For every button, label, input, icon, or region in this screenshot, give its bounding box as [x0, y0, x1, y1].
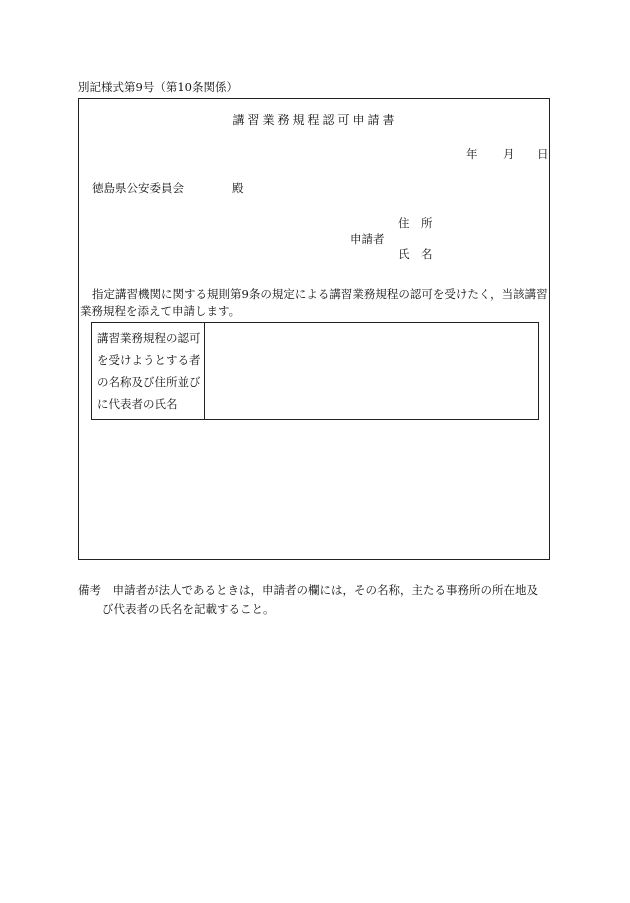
form-title: 講習業務規程認可申請書: [232, 113, 398, 127]
date-month: 月: [503, 147, 515, 161]
applicant-info-table: [91, 322, 539, 420]
table-value-cell[interactable]: [205, 323, 538, 419]
addressee-honorific: 殿: [232, 181, 244, 195]
body-text-line-1: 指定講習機関に関する規則第9条の規定による講習業務規程の認可を受けたく，当該講習: [92, 287, 548, 301]
table-label-line-3: の名称及び住所並び: [97, 375, 201, 389]
applicant-label: 申請者: [350, 232, 385, 246]
date-year: 年: [466, 147, 478, 161]
remarks-line-2: び代表者の氏名を記載すること。: [102, 602, 275, 616]
form-number: 別記様式第9号（第10条関係）: [78, 80, 238, 94]
table-label-line-2: を受けようとする者: [97, 353, 201, 367]
table-label-line-4: に代表者の氏名: [97, 397, 178, 411]
address-label: 住 所: [398, 216, 433, 230]
addressee-name: 徳島県公安委員会: [92, 181, 184, 195]
remarks-line-1: 備考 申請者が法人であるときは，申請者の欄には，その名称，主たる事務所の所在地及: [78, 583, 538, 597]
table-label-cell: [92, 323, 205, 419]
body-text-line-2: 業務規程を添えて申請します。: [80, 304, 241, 318]
table-label-line-1: 講習業務規程の認可: [97, 331, 201, 345]
name-label: 氏 名: [398, 247, 433, 261]
date-day: 日: [537, 147, 549, 161]
